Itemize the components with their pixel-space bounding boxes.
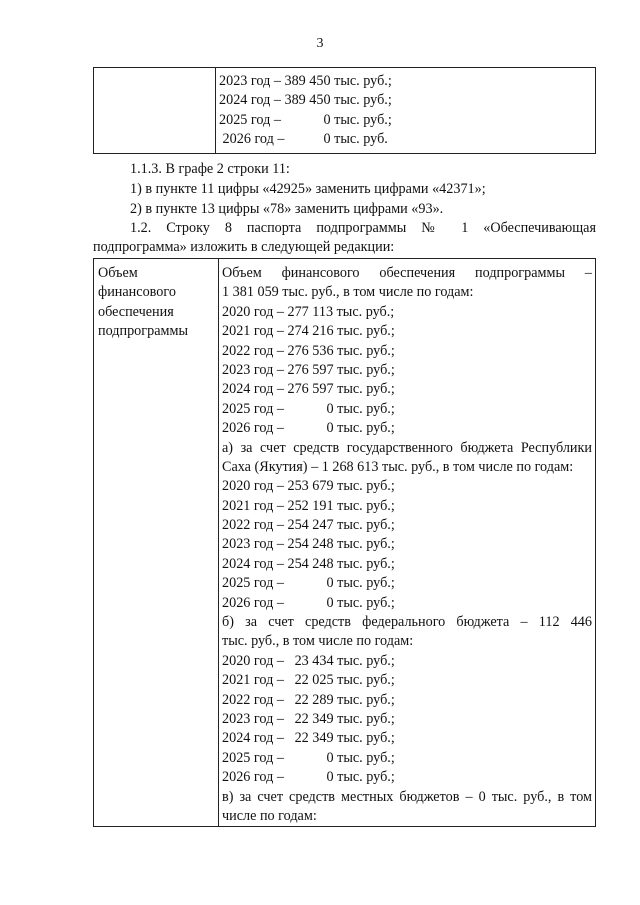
funding-line: 2021 год – 274 216 тыс. руб.;: [222, 323, 395, 340]
funding-line: 2020 год – 23 434 тыс. руб.;: [222, 652, 395, 669]
row-label-line: обеспечения: [98, 303, 174, 320]
funding-line: 2026 год – 0 тыс. руб.;: [222, 420, 395, 437]
row-label-line: финансового: [98, 284, 176, 301]
funding-volume-table: [93, 258, 596, 827]
funding-line: 2024 год – 276 597 тыс. руб.;: [222, 381, 395, 398]
funding-line: 2025 год – 0 тыс. руб.;: [222, 400, 395, 417]
table-cell-label: [94, 259, 219, 827]
funding-line: числе по годам:: [222, 807, 317, 824]
funding-line: б) за счет средств федерального бюджета – 112 446: [222, 614, 592, 631]
funding-line: 2020 год – 253 679 тыс. руб.;: [222, 478, 395, 495]
funding-line: 2023 год – 254 248 тыс. руб.;: [222, 536, 395, 553]
funding-line: Объем финансового обеспечения подпрограммы –: [222, 265, 592, 281]
table-cell-content: [219, 259, 596, 827]
paragraph-item: 1.1.3. В графе 2 строки 11:: [130, 161, 290, 177]
funding-line: Саха (Якутия) – 1 268 613 тыс. руб., в том числе по годам:: [222, 458, 574, 475]
row-label-line: Объем: [98, 265, 138, 281]
funding-line: 2022 год – 254 247 тыс. руб.;: [222, 517, 395, 534]
paragraph-item: 2) в пункте 13 цифры «78» заменить цифрами «93».: [130, 201, 444, 217]
table-row: [94, 68, 596, 154]
funding-line: 2026 год – 0 тыс. руб.;: [222, 769, 395, 786]
funding-line: 2023 год – 389 450 тыс. руб.;: [219, 73, 392, 89]
funding-line: 2024 год – 22 349 тыс. руб.;: [222, 730, 395, 747]
funding-line: 2026 год – 0 тыс. руб.;: [222, 594, 395, 611]
funding-line: 2023 год – 276 597 тыс. руб.;: [222, 361, 395, 378]
funding-line: 2025 год – 0 тыс. руб.;: [222, 749, 395, 766]
funding-line: 2021 год – 252 191 тыс. руб.;: [222, 497, 395, 514]
funding-line: а) за счет средств государственного бюджета Республики: [222, 439, 592, 456]
funding-line: 2023 год – 22 349 тыс. руб.;: [222, 710, 395, 727]
paragraph-item: 1) в пункте 11 цифры «42925» заменить цифрами «42371»;: [130, 181, 486, 197]
funding-line: тыс. руб., в том числе по годам:: [222, 633, 414, 650]
funding-line: 2020 год – 277 113 тыс. руб.;: [222, 303, 395, 320]
paragraph-item: подпрограмма» изложить в следующей редакции:: [93, 239, 395, 255]
funding-table-continued: [93, 67, 596, 154]
funding-line: в) за счет средств местных бюджетов – 0 тыс. руб., в том: [222, 788, 592, 805]
paragraph-item: 1.2. Строку 8 паспорта подпрограммы № 1 «Обеспечивающая: [130, 220, 596, 236]
funding-line: 2025 год – 0 тыс. руб.;: [222, 575, 395, 592]
table-cell-content: [216, 68, 596, 154]
funding-line: 2022 год – 22 289 тыс. руб.;: [222, 691, 395, 708]
row-label-line: подпрограммы: [98, 323, 188, 340]
funding-line: 2026 год – 0 тыс. руб.: [219, 131, 388, 148]
funding-line: 2025 год – 0 тыс. руб.;: [219, 111, 392, 128]
funding-line: 2022 год – 276 536 тыс. руб.;: [222, 342, 395, 359]
table-cell-label: [94, 68, 216, 154]
funding-line: 2024 год – 254 248 тыс. руб.;: [222, 555, 395, 572]
funding-line: 2021 год – 22 025 тыс. руб.;: [222, 672, 395, 689]
funding-line: 1 381 059 тыс. руб., в том числе по годам:: [222, 284, 474, 301]
table-row: [94, 259, 596, 827]
funding-line: 2024 год – 389 450 тыс. руб.;: [219, 92, 392, 109]
page-number: 3: [316, 36, 324, 51]
